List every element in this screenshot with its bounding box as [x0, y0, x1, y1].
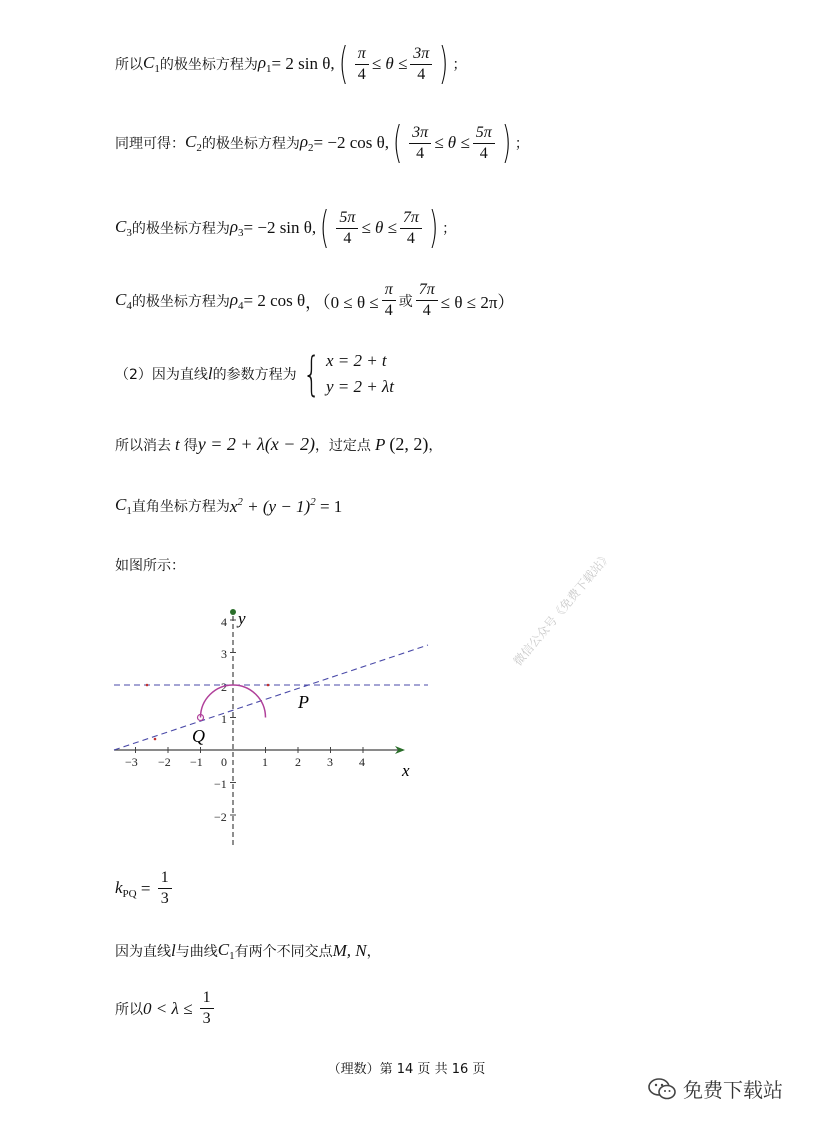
- x-tick-label: 1: [262, 755, 268, 769]
- text: 与曲线: [175, 944, 218, 960]
- text: 的极坐标方程为: [159, 57, 258, 73]
- text: ，: [428, 437, 443, 454]
- text: 的极坐标方程为: [131, 221, 230, 237]
- text: 的极坐标方程为: [131, 293, 230, 310]
- line-c2-polar: [115, 117, 529, 168]
- math-ineq: ≤ θ ≤: [371, 54, 408, 73]
- text: ；: [442, 221, 457, 237]
- text: ，过定点: [314, 437, 371, 454]
- math-ineq: ≤ θ ≤: [361, 218, 397, 237]
- fraction: $\frac{1}{3}$: [158, 868, 172, 909]
- marker-dot: [154, 738, 157, 741]
- fraction: $\frac{3\pi}{4}$: [410, 44, 432, 85]
- math-p: P: [374, 434, 386, 454]
- paren-right: ): [428, 202, 439, 253]
- text: 所以消去: [115, 437, 171, 454]
- math-eq: = 2 cos θ: [243, 290, 306, 310]
- x-tick-label: 0: [221, 755, 227, 769]
- point-p-label: P: [298, 692, 309, 712]
- line-slope-pq: [115, 868, 175, 909]
- text: （2）因为直线: [115, 367, 208, 383]
- line-c1-cartesian: [115, 495, 342, 517]
- math-range-open: ，（0 ≤ θ ≤: [305, 293, 379, 312]
- math-k: $k_{PQ}$: [115, 877, 137, 900]
- text: 直角坐标方程为: [131, 499, 230, 515]
- text: ，: [366, 944, 381, 960]
- math-l: l: [171, 941, 176, 960]
- math-rho: $\rho_4$: [229, 289, 244, 312]
- wechat-icon: [647, 1077, 677, 1101]
- x-tick-label: 2: [295, 755, 301, 769]
- math-rho: $\rho_3$: [229, 217, 244, 239]
- brand-name: 免费下载站: [683, 1078, 783, 1102]
- coordinate-figure: [110, 600, 440, 850]
- text: 的参数方程为: [212, 367, 297, 383]
- x-tick-label: 3: [327, 755, 333, 769]
- fraction: $\frac{7\pi}{4}$: [416, 280, 438, 321]
- paren-left: (: [392, 117, 403, 168]
- text: 因为直线: [115, 944, 171, 960]
- line-c4-polar: [115, 280, 514, 321]
- point-q-label: Q: [192, 726, 205, 746]
- marker-dot: [267, 684, 270, 687]
- math-ineq: ≤ θ ≤: [434, 133, 470, 152]
- brace-left: {: [302, 347, 321, 401]
- math-point: (2, 2): [389, 434, 429, 454]
- x-tick-label: −1: [190, 755, 203, 769]
- line-two-intersections: [115, 940, 381, 962]
- text: ；: [514, 136, 529, 152]
- fraction: $\frac{1}{3}$: [200, 988, 214, 1029]
- marker-dot: [146, 684, 149, 687]
- x-tick-label: −2: [158, 755, 171, 769]
- fraction: $\frac{5\pi}{4}$: [473, 123, 495, 164]
- text: 所以: [115, 57, 143, 73]
- paren-right: ): [501, 117, 512, 168]
- math-c: $C_3$: [115, 217, 132, 239]
- text: 有两个不同交点: [234, 944, 333, 960]
- math-c: $C_2$: [185, 132, 202, 154]
- watermark-text: 微信公众号《免费下载站》: [510, 549, 615, 669]
- y-axis-label: y: [238, 609, 246, 628]
- x-tick-label: −3: [125, 755, 138, 769]
- math-l: l: [207, 364, 213, 383]
- line-as-figure: [115, 555, 185, 575]
- line-eliminate-t: [115, 434, 442, 455]
- fraction: $\frac{7\pi}{4}$: [400, 208, 422, 249]
- line-c1-polar: [115, 38, 467, 89]
- text: 如图所示：: [115, 558, 185, 574]
- y-axis-arrow: [230, 609, 236, 615]
- x-tick-label: 4: [359, 755, 365, 769]
- line-lambda-range: [115, 988, 217, 1029]
- math-range-close: ≤ θ ≤ 2π）: [440, 293, 515, 312]
- paren-right: ): [439, 38, 449, 89]
- math-rho: $\rho_2$: [299, 132, 314, 154]
- text: 同理可得：: [115, 136, 185, 152]
- math-eq: = −2 sin θ,: [243, 218, 317, 237]
- text: 的极坐标方程为: [201, 136, 300, 152]
- text: 或: [398, 293, 413, 310]
- math-rho: $\rho_1$: [257, 53, 272, 75]
- fraction: $\frac{\pi}{4}$: [355, 44, 369, 85]
- fraction: $\frac{5\pi}{4}$: [336, 208, 358, 249]
- text: ；: [452, 57, 467, 73]
- y-tick-label: 2: [221, 680, 227, 694]
- math-circle-eq: $x^2 + (y - 1)^2 = 1$: [229, 495, 343, 516]
- y-tick-label: 4: [221, 615, 227, 629]
- fraction: $\frac{3\pi}{4}$: [409, 123, 431, 164]
- math-mn: M, N: [332, 941, 367, 960]
- math-eq: = 2 sin θ,: [271, 54, 335, 73]
- math-eq: y = 2 + λ(x − 2): [197, 434, 315, 454]
- math-eq: = −2 cos θ,: [313, 133, 389, 152]
- math-c: $C_1$: [143, 53, 160, 75]
- y-tick-label: 1: [221, 712, 227, 726]
- brand-logo: [647, 1074, 783, 1103]
- dashed-line-pq: [114, 645, 428, 750]
- y-tick-label: 3: [221, 647, 227, 661]
- paren-left: (: [338, 38, 348, 89]
- x-axis-label: x: [402, 761, 410, 780]
- math-ineq: 0 < λ ≤: [143, 998, 197, 1018]
- y-tick-label: −2: [214, 810, 227, 824]
- math-c: $C_1$: [217, 940, 235, 962]
- line-param-eq: [115, 348, 394, 400]
- math-t: t: [175, 434, 180, 454]
- math-c: $C_1$: [115, 495, 132, 517]
- paren-left: (: [320, 202, 330, 253]
- equation-system: x = 2 + t y = 2 + λt: [325, 351, 395, 396]
- fraction: $\frac{\pi}{4}$: [382, 280, 396, 321]
- math-c: $C_4$: [115, 289, 132, 312]
- text: 得: [183, 437, 198, 454]
- page-footer: （理数）第 14 页 共 16 页: [327, 1062, 486, 1077]
- math-eq: =: [136, 878, 155, 898]
- line-c3-polar: [115, 202, 457, 253]
- text: 所以: [115, 1001, 143, 1018]
- y-tick-label: −1: [214, 777, 227, 791]
